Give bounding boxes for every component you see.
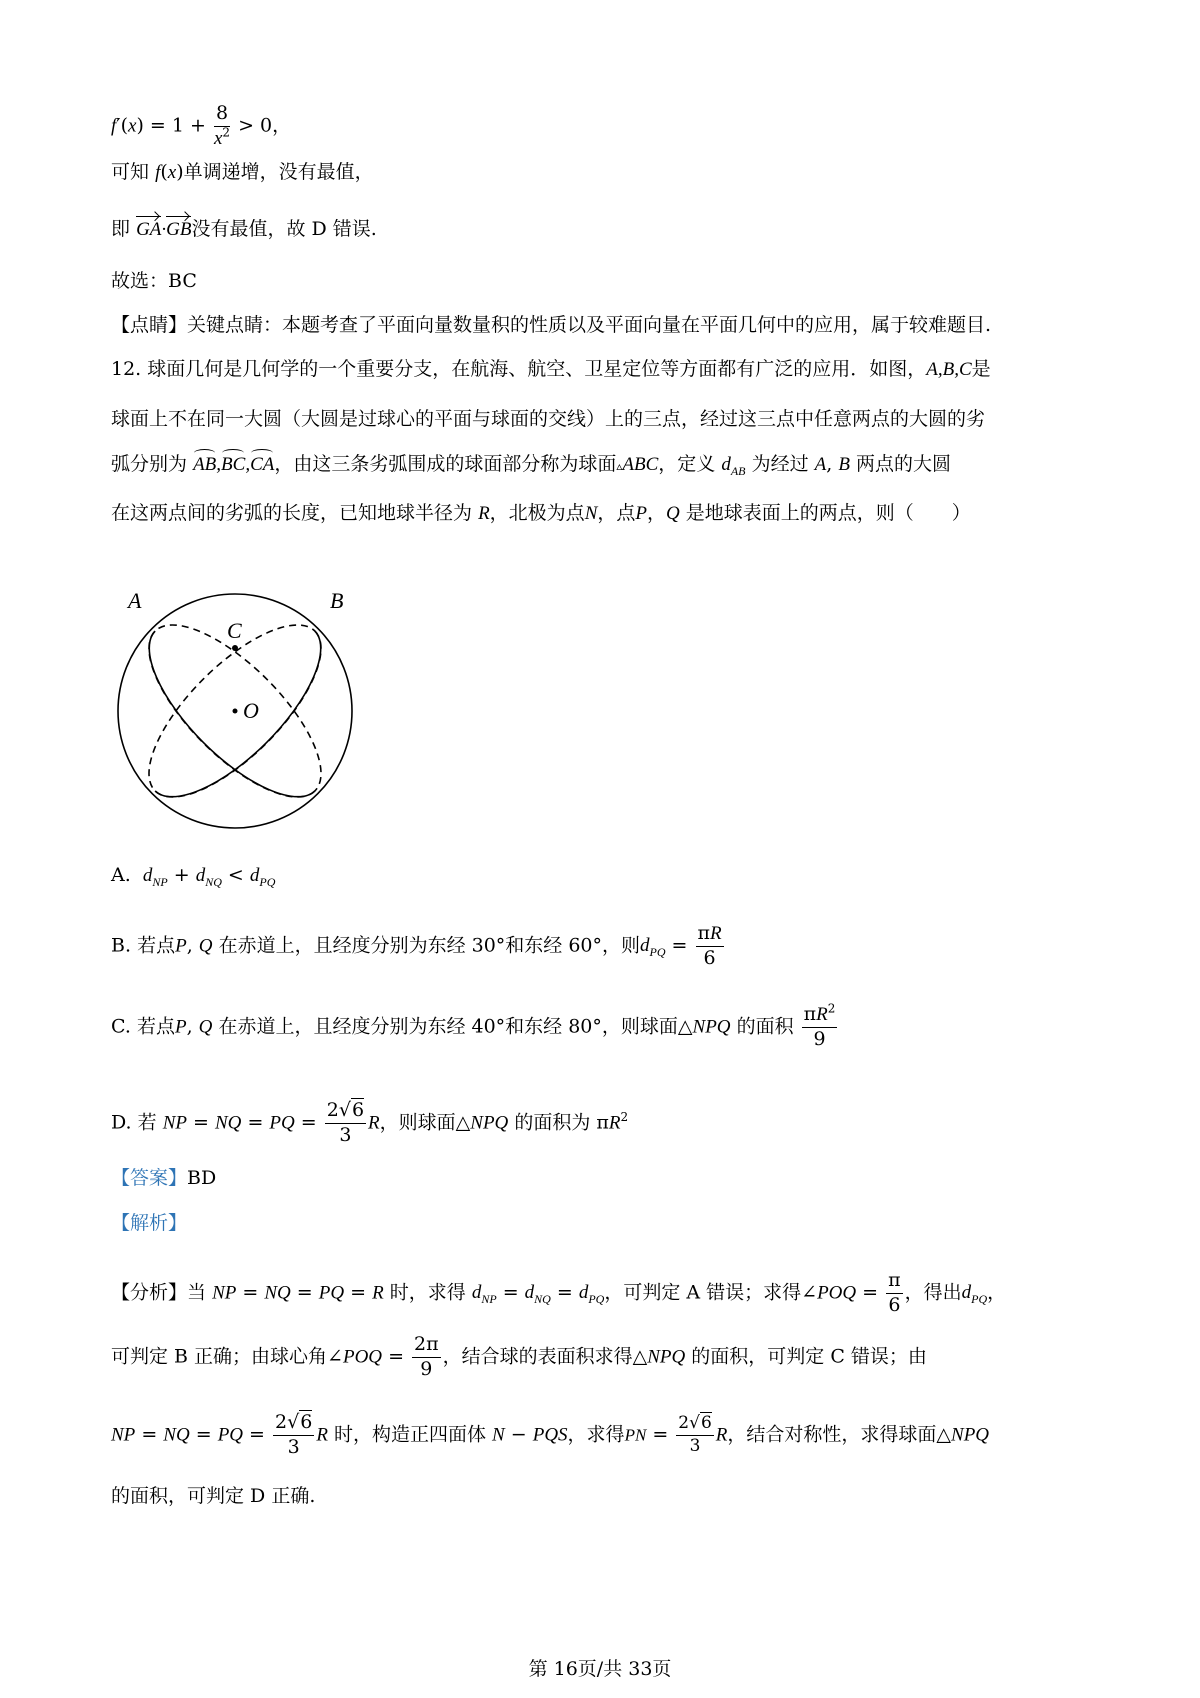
analysis-line-4: 的面积，可判定 D 正确. <box>111 1485 316 1507</box>
page-footer: 第 16页/共 33页 <box>528 1658 672 1680</box>
q12-line-4: 在这两点间的劣弧的长度，已知地球半径为 R，北极为点N，点P，Q 是地球表面上的两点，则（ ） <box>111 502 971 524</box>
q12-line-2: 球面上不在同一大圆（大圆是过球心的平面与球面的交线）上的三点，经过这三点中任意两点的大圆的劣 <box>111 408 986 430</box>
point-c <box>232 645 238 651</box>
comment-line: 【点睛】关键点睛：本题考查了平面向量数量积的性质以及平面向量在平面几何中的应用，属于较难题目. <box>111 314 992 336</box>
derivative-line: f′(x) = 1 + $\frac{8}{x^2}$ > 0， <box>111 102 292 149</box>
analysis-line-3: NP = NQ = PQ = $\frac{2√6}{3}$ R 时，构造正四面体 N − PQS，求得PN = $\frac{2√6}{3}$ R，结合对称性，求得球面△NPQ <box>111 1411 990 1458</box>
label-o: O <box>243 698 259 723</box>
dot-product-line: 即 GA·GB没有最值，故 D 错误. <box>111 218 377 240</box>
analysis-heading: 【解析】 <box>111 1212 188 1234</box>
option-d: D. 若 NP = NQ = PQ = $\frac{2√6}{3}$ R，则球面△NPQ 的面积为 $\pi R^2$ <box>111 1099 629 1146</box>
label-a: A <box>128 588 142 613</box>
analysis-line-1: 【分析】当 NP = NQ = PQ = R 时，求得 $d_{NP} = d_{NQ} = d_{PQ}$，可判定 A 错误；求得∠POQ = $\frac{\pi}{6}$ ，得出$d_{PQ}$， <box>111 1269 1007 1316</box>
monotonic-line: 可知 f(x)单调递增，没有最值， <box>111 161 374 183</box>
label-c: C <box>227 618 242 643</box>
answer-tag: 【答案】 <box>111 1167 188 1189</box>
comment-tag: 【点睛】 <box>111 314 188 336</box>
option-a: A. $d_{NP} + d_{NQ} < d_{PQ}$ <box>111 864 276 889</box>
option-b: B. 若点P, Q 在赤道上，且经度分别为东经 30°和东经 60°，则$d_{PQ}$ = $\frac{\pi R}{6}$ <box>111 922 722 969</box>
answer-line <box>111 1169 1130 1188</box>
center-o <box>233 709 238 714</box>
q12-line-1: 12. 球面几何是几何学的一个重要分支，在航海、航空、卫星定位等方面都有广泛的应用．如图，A,B,C是 <box>111 358 991 380</box>
option-c: C. 若点P, Q 在赤道上，且经度分别为东经 40°和东经 80°，则球面△NPQ 的面积 $\frac{\pi R^2}{9}$ <box>111 1001 836 1050</box>
sphere-figure <box>108 586 368 836</box>
label-b: B <box>330 588 344 613</box>
analysis-line-2: 可判定 B 正确；由球心角∠POQ = $\frac{2\pi}{9}$ ，结合球的表面积求得△NPQ 的面积，可判定 C 错误；由 <box>111 1333 927 1380</box>
answer-value: BD <box>187 1167 217 1189</box>
q12-line-3: 弧分别为 AB,BC,CA，由这三条劣弧围成的球面部分称为球面▵ABC，定义 $d_{AB}$ 为经过 A, B 两点的大圆 <box>111 453 951 478</box>
choice-line: 故选：BC <box>111 270 197 292</box>
